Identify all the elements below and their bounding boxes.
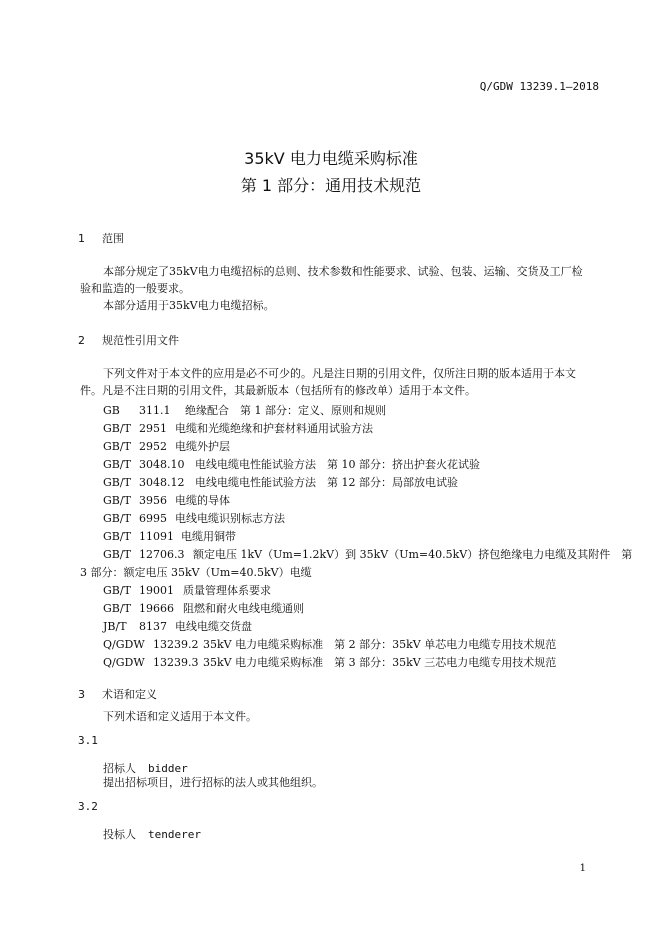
section-title: 术语和定义	[102, 688, 157, 701]
reference-number: 2952	[139, 440, 167, 453]
section-heading-normative-references	[78, 332, 179, 348]
reference-number: 19666	[139, 602, 174, 615]
reference-code: GB/T	[103, 548, 131, 561]
reference-continuation: 3 部分：额定电压 35kV（Um=40.5kV）电缆	[80, 566, 312, 579]
reference-item	[103, 546, 632, 562]
page-number: 1	[579, 863, 586, 874]
reference-code: JB/T	[103, 620, 127, 633]
term-definition: 提出招标项目，进行招标的法人或其他组织。	[103, 776, 323, 789]
reference-number: 19001	[139, 584, 174, 597]
reference-title: 质量管理体系要求	[183, 584, 271, 597]
document-subtitle: 第 1 部分：通用技术规范	[240, 176, 422, 195]
reference-code: GB/T	[103, 602, 131, 615]
reference-title: 电线电缆识别标志方法	[175, 512, 285, 525]
reference-title: 电缆和光缆绝缘和护套材料通用试验方法	[175, 422, 373, 435]
terms-intro: 下列术语和定义适用于本文件。	[103, 710, 257, 723]
section-title: 规范性引用文件	[102, 334, 179, 347]
reference-number: 311.1	[139, 404, 171, 417]
reference-title: 35kV 电力电缆采购标准 第 3 部分：35kV 三芯电力电缆专用技术规范	[203, 656, 557, 669]
reference-title: 电线电缆电性能试验方法 第 12 部分：局部放电试验	[195, 476, 458, 489]
reference-title: 绝缘配合 第 1 部分：定义、原则和规则	[185, 404, 386, 417]
reference-item	[103, 528, 236, 544]
reference-number: 3048.10	[139, 458, 185, 471]
reference-item	[103, 420, 373, 436]
reference-title: 电线电缆电性能试验方法 第 10 部分：挤出护套火花试验	[195, 458, 480, 471]
reference-item	[103, 492, 230, 508]
section-heading-scope	[78, 230, 124, 246]
section-number: 1	[78, 232, 85, 245]
reference-title: 额定电压 1kV（Um=1.2kV）到 35kV（Um=40.5kV）挤包绝缘电力电缆及其附件 第	[193, 548, 633, 561]
reference-number: 13239.2	[153, 638, 199, 651]
reference-item	[103, 618, 252, 634]
reference-item	[103, 582, 271, 598]
reference-title: 电缆外护层	[175, 440, 230, 453]
reference-number: 13239.3	[153, 656, 199, 669]
term-heading	[103, 826, 201, 842]
reference-code: GB/T	[103, 422, 131, 435]
reference-item	[103, 510, 285, 526]
reference-number: 8137	[139, 620, 167, 633]
reference-item	[103, 474, 458, 490]
term-number: 3.1	[78, 734, 98, 747]
reference-item	[103, 456, 480, 472]
section-title: 范围	[102, 232, 124, 245]
references-intro-line: 下列文件对于本文件的应用是必不可少的。凡是注日期的引用文件，仅所注日期的版本适用于本文	[103, 367, 576, 380]
term-english: bidder	[148, 762, 188, 775]
reference-title: 电缆的导体	[175, 494, 230, 507]
section-heading-terms	[78, 686, 157, 702]
reference-code: GB/T	[103, 440, 131, 453]
reference-title: 阻燃和耐火电线电缆通则	[183, 602, 304, 615]
reference-item	[103, 654, 556, 670]
reference-code: Q/GDW	[103, 638, 145, 651]
reference-number: 12706.3	[139, 548, 185, 561]
document-title: 35kV 电力电缆采购标准	[244, 149, 418, 168]
reference-title: 电线电缆交货盘	[175, 620, 252, 633]
term-chinese: 招标人	[103, 762, 136, 775]
reference-item	[103, 402, 386, 418]
term-chinese: 投标人	[103, 828, 136, 841]
scope-paragraph-line: 验和监造的一般要求。	[80, 282, 190, 295]
section-number: 3	[78, 688, 85, 701]
reference-code: GB/T	[103, 584, 131, 597]
reference-number: 11091	[139, 530, 174, 543]
reference-number: 3956	[139, 494, 167, 507]
scope-applicability: 本部分适用于35kV电力电缆招标。	[103, 299, 275, 312]
reference-number: 6995	[139, 512, 167, 525]
reference-code: GB/T	[103, 494, 131, 507]
reference-code: GB	[103, 404, 120, 417]
reference-code: GB/T	[103, 476, 131, 489]
references-intro-line: 件。凡是不注日期的引用文件，其最新版本（包括所有的修改单）适用于本文件。	[80, 384, 476, 397]
standard-code: Q/GDW 13239.1—2018	[479, 80, 599, 93]
reference-item	[103, 636, 556, 652]
reference-code: GB/T	[103, 530, 131, 543]
term-english: tenderer	[148, 828, 201, 841]
reference-number: 3048.12	[139, 476, 185, 489]
reference-item	[103, 438, 230, 454]
reference-code: GB/T	[103, 458, 131, 471]
scope-paragraph-line: 本部分规定了35kV电力电缆招标的总则、技术参数和性能要求、试验、包装、运输、交货及工厂检	[103, 265, 583, 278]
reference-code: Q/GDW	[103, 656, 145, 669]
section-number: 2	[78, 334, 85, 347]
reference-title: 电缆用铜带	[181, 530, 236, 543]
reference-item	[103, 600, 304, 616]
reference-number: 2951	[139, 422, 167, 435]
term-number: 3.2	[78, 800, 98, 813]
reference-title: 35kV 电力电缆采购标准 第 2 部分：35kV 单芯电力电缆专用技术规范	[203, 638, 557, 651]
reference-code: GB/T	[103, 512, 131, 525]
